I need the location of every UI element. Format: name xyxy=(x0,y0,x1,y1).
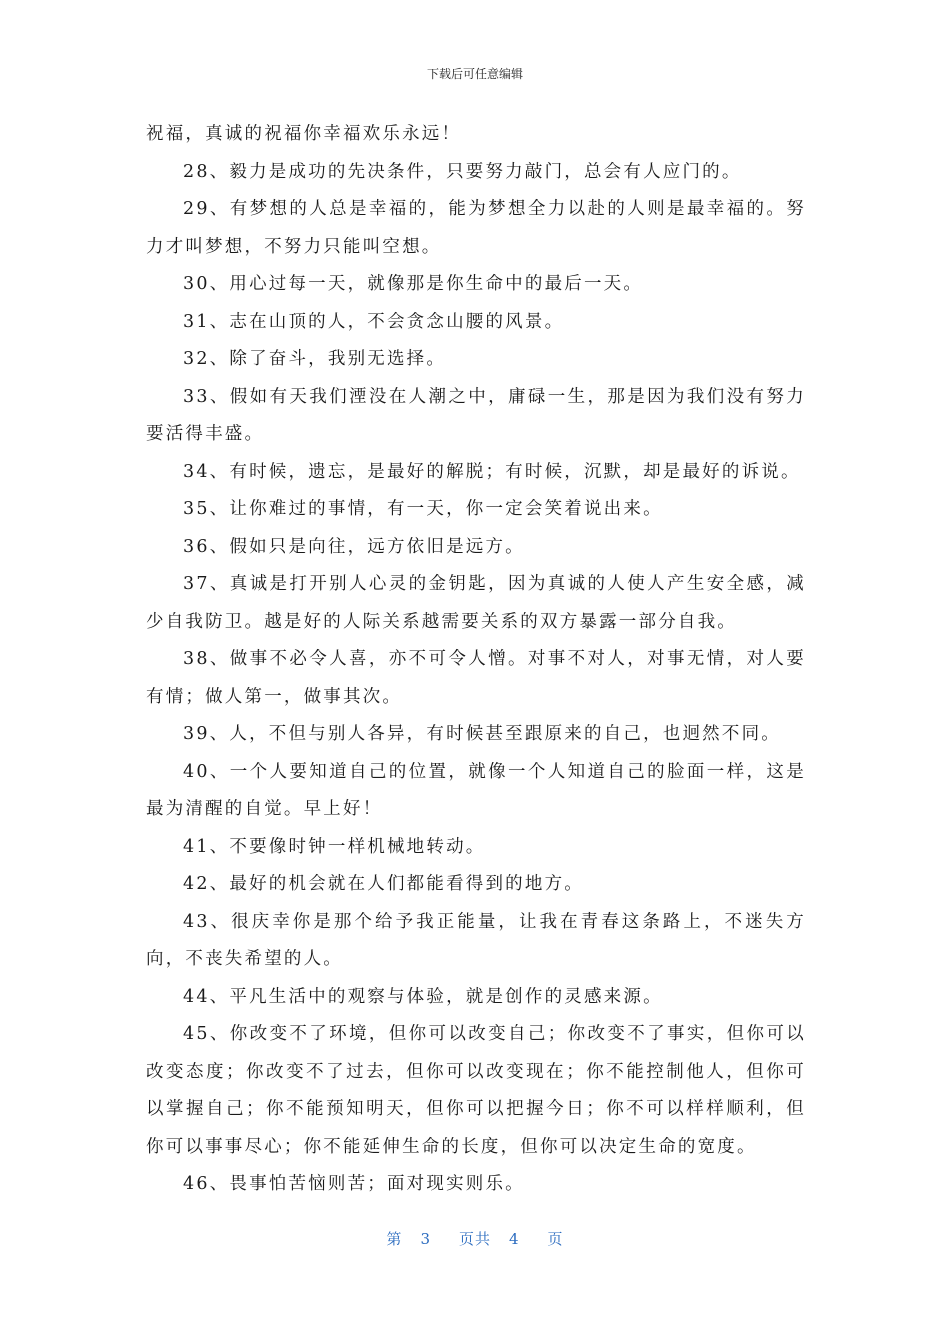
paragraph: 32、除了奋斗，我别无选择。 xyxy=(183,349,447,369)
page-header xyxy=(0,66,950,82)
paragraph: 33、假如有天我们湮没在人潮之中，庸碌一生，那是因为我们没有努力要活得丰盛。 xyxy=(146,386,806,444)
paragraph: 35、让你难过的事情，有一天，你一定会笑着说出来。 xyxy=(183,499,663,519)
paragraph: 46、畏事怕苦恼则苦；面对现实则乐。 xyxy=(183,1174,525,1194)
header-text: 下载后可任意编辑 xyxy=(426,67,523,81)
page-footer xyxy=(0,1228,950,1250)
paragraph: 38、做事不必令人喜，亦不可令人憎。对事不对人，对事无情，对人要有情；做人第一，做事其次。 xyxy=(146,649,806,707)
paragraph: 44、平凡生活中的观察与体验，就是创作的灵感来源。 xyxy=(183,986,663,1007)
footer-middle: 页共 xyxy=(458,1230,491,1248)
footer-total-pages: 4 xyxy=(509,1230,520,1248)
paragraph: 30、用心过每一天，就像那是你生命中的最后一天。 xyxy=(183,274,644,294)
document-body xyxy=(146,116,806,1204)
paragraph: 42、最好的机会就在人们都能看得到的地方。 xyxy=(183,874,584,894)
paragraph: 31、志在山顶的人，不会贪念山腰的风景。 xyxy=(183,311,565,332)
footer-suffix: 页 xyxy=(547,1230,564,1248)
paragraph: 40、一个人要知道自己的位置，就像一个人知道自己的脸面一样，这是最为清醒的自觉。早上好！ xyxy=(146,761,806,819)
footer-current-page: 3 xyxy=(420,1230,431,1248)
footer-prefix: 第 xyxy=(386,1230,403,1248)
paragraph: 28、毅力是成功的先决条件，只要努力敲门，总会有人应门的。 xyxy=(183,161,742,182)
paragraph: 37、真诚是打开别人心灵的金钥匙，因为真诚的人使人产生安全感，减少自我防卫。越是好的人际关系越需要关系的双方暴露一部分自我。 xyxy=(146,574,806,632)
paragraph: 39、人，不但与别人各异，有时候甚至跟原来的自己，也迥然不同。 xyxy=(183,724,781,744)
paragraph: 45、你改变不了环境，但你可以改变自己；你改变不了事实，但你可以改变态度；你改变不了过去，但你可以改变现在；你不能控制他人，但你可以掌握自己；你不能预知明天，但你可以把握今日；你不可以样样顺利，但你可以事事尽心；你不能延伸生命的长度，但你可以决定生命的宽度。 xyxy=(146,1024,806,1157)
paragraph: 祝福，真诚的祝福你幸福欢乐永远！ xyxy=(146,124,462,144)
paragraph: 29、有梦想的人总是幸福的，能为梦想全力以赴的人则是最幸福的。努力才叫梦想，不努力只能叫空想。 xyxy=(146,199,806,257)
paragraph: 41、不要像时钟一样机械地转动。 xyxy=(183,836,486,857)
paragraph: 34、有时候，遗忘，是最好的解脱；有时候，沉默，却是最好的诉说。 xyxy=(183,461,801,482)
paragraph: 36、假如只是向往，远方依旧是远方。 xyxy=(183,536,525,557)
paragraph: 43、很庆幸你是那个给予我正能量，让我在青春这条路上，不迷失方向，不丧失希望的人。 xyxy=(146,911,806,969)
